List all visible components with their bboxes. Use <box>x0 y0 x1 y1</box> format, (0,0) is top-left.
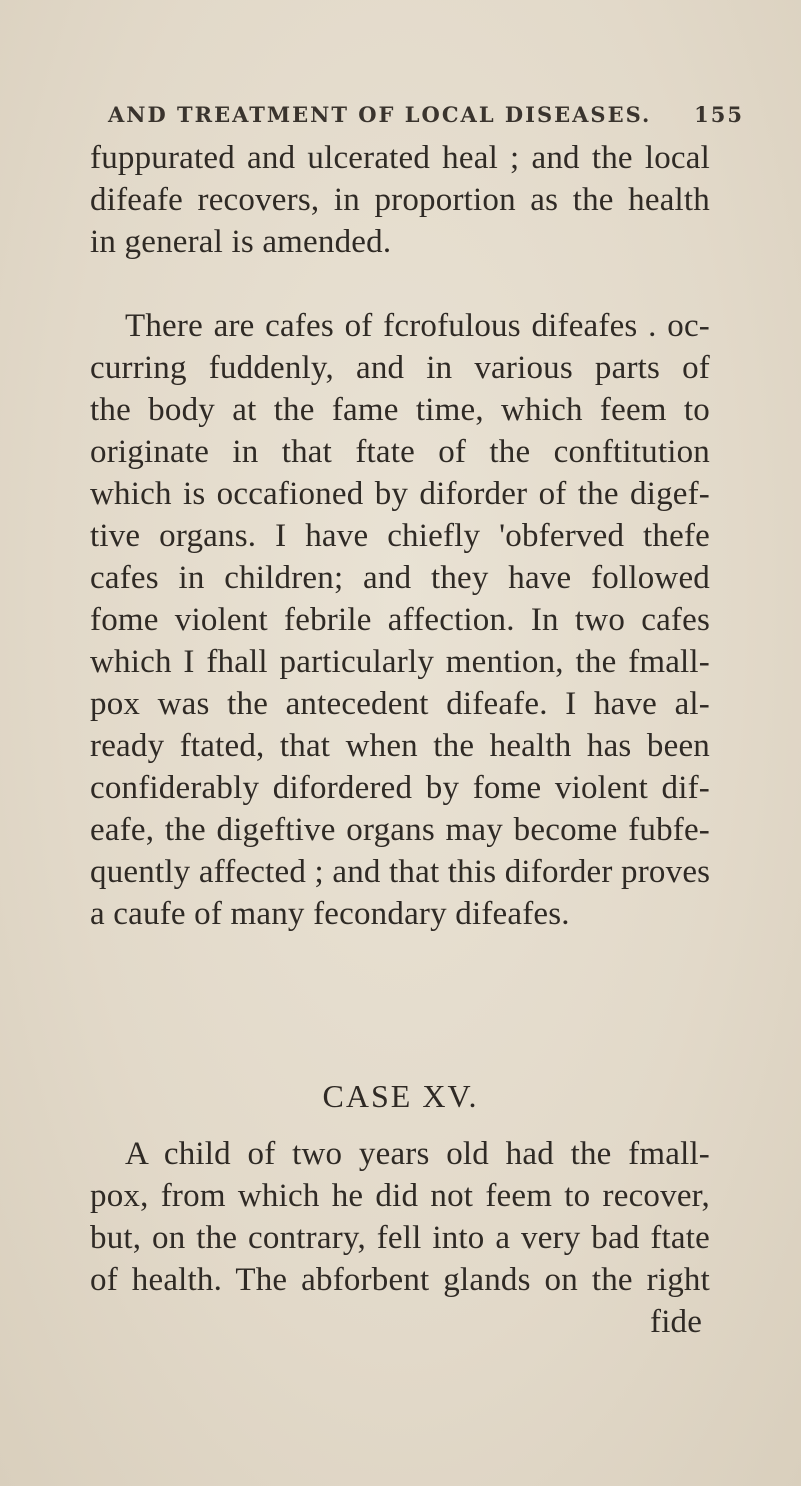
text-line: originate in that ftate of the conftitution <box>90 434 710 470</box>
text-line: There are cafes of fcrofulous difeafes . oc- <box>125 308 710 344</box>
text-line: a caufe of many fecondary difeafes. <box>90 896 570 932</box>
text-line: fuppurated and ulcerated heal ; and the local <box>90 140 710 176</box>
text-line: of health. The abforbent glands on the right <box>90 1262 710 1298</box>
text-line: eafe, the digeftive organs may become fubfe- <box>90 812 710 848</box>
text-line: which I fhall particularly mention, the fmall- <box>90 644 710 680</box>
text-line: quently affected ; and that this diforder proves <box>90 854 711 890</box>
text-line: ready ftated, that when the health has been <box>90 728 710 764</box>
case-heading: CASE XV. <box>322 1078 479 1114</box>
text-line: cafes in children; and they have followed <box>90 560 710 596</box>
text-line: fome violent febrile affection. In two cafes <box>90 602 710 638</box>
text-line: the body at the fame time, which feem to <box>90 392 710 428</box>
running-title: AND TREATMENT OF LOCAL DISEASES. <box>108 102 652 127</box>
text-line: curring fuddenly, and in various parts of <box>90 350 710 386</box>
text-line: difeafe recovers, in proportion as the health <box>90 182 710 218</box>
text-line: pox was the antecedent difeafe. I have al- <box>90 686 710 722</box>
text-line: pox, from which he did not feem to recover, <box>90 1178 710 1214</box>
running-head <box>108 102 744 127</box>
text-line: tive organs. I have chiefly 'obferved thefe <box>90 518 710 554</box>
page-number: 155 <box>694 102 744 127</box>
text-line: which is occafioned by diforder of the digef- <box>90 476 710 512</box>
text-line: but, on the contrary, fell into a very bad ftate <box>90 1220 710 1256</box>
text-line: A child of two years old had the fmall- <box>125 1136 710 1172</box>
text-line: in general is amended. <box>90 224 392 260</box>
text-line: confiderably difordered by fome violent dif- <box>90 770 710 806</box>
catchword: fide <box>650 1304 703 1340</box>
